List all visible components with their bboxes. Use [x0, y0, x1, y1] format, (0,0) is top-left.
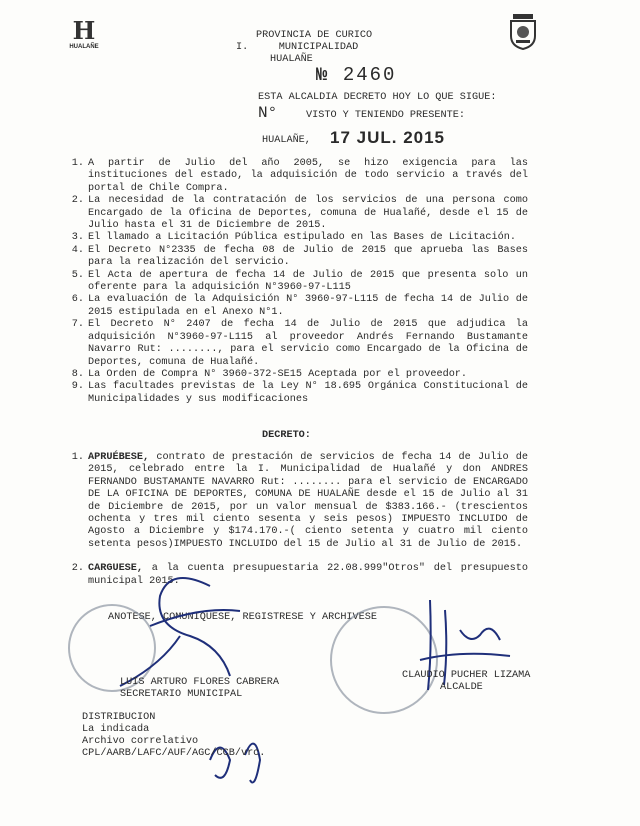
list-item: 3. El llamado a Licitación Pública estipulado en las Bases de Licitación. — [71, 232, 516, 244]
mayor-name: CLAUDIO PUCHER LIZAMA — [402, 670, 531, 681]
list-item: 1. APRUÉBESE, contrato de prestación de servicios de fecha 14 de Julio de 2015, celebrado entre la I. Municipalidad de Hualañé y don ANDRES FERNANDO BUSTAMANTE NAVARRO Rut: ........ para el servicio de ENCARGADO DE LA OFICINA DE DEPORTES, COMUNA DE HUALAÑE desde el 15 de Julio al 31 de Diciembre de 2015, por un valor mensual de $383.166.- (trescientos ochenta y tres mil ciento sesenta y seis pesos) IMPUESTO INCLUIDO de Agosto a Diciembre y $174.170.-( ciento setenta y cuatro mil ciento setenta pesos)IMPUESTO INCLUIDO del 15 de Julio al 31 de Julio de 2015. — [71, 452, 528, 550]
secretary-name: LUIS ARTURO FLORES CABRERA — [120, 677, 279, 688]
number-label: N° — [258, 104, 278, 122]
list-item: 6. La evaluación de la Adquisición N° 3960-97-L115 de fecha 14 de Julio de 2015 estipulada en el Anexo N°1. — [71, 294, 528, 318]
municipal-logo: H HUALAÑE — [69, 16, 99, 50]
list-item: 9. Las facultades previstas de la Ley N° 18.695 Orgánica Constitucional de Municipalidades y sus modificaciones — [71, 381, 528, 405]
decreto-heading: DECRETO: — [262, 430, 311, 441]
list-item: 2. La necesidad de la contratación de los servicios de una persona como Encargado de la Oficina de Deportes, comuna de Hualañé, desde el 15 de Julio hasta el 31 de Diciembre de 2015. — [71, 195, 528, 232]
distribution-line: La indicada — [82, 724, 150, 735]
list-item: 2. CARGUESE, a la cuenta presupuestaria 22.08.999"Otros" del presupuesto municipal 2015. — [71, 563, 528, 587]
secretary-title: SECRETARIO MUNICIPAL — [120, 689, 243, 700]
closing-formula: ANOTESE, COMUNIQUESE, REGISTRESE Y ARCHIVESE — [108, 612, 377, 623]
initials-signature-icon — [200, 730, 280, 800]
list-item: 4. El Decreto N°2335 de fecha 08 de Julio de 2015 que aprueba las Bases para la realización del servicio. — [71, 244, 528, 269]
decree-date: 17 JUL. 2015 — [330, 128, 446, 147]
list-item: 7. El Decreto N° 2407 de fecha 14 de Julio de 2015 que adjudica la adquisición N°3960-97-L115 al proveedor Andrés Fernando Bustamante Navarro Rut: ........, para el servicio como Encargado de la Oficina de Deportes, comuna de Hualañé. — [71, 319, 528, 368]
list-item: 5. El Acta de apertura de fecha 14 de Julio de 2015 que presenta solo un oferente para la adquisición N°3960-97-L115 — [71, 269, 528, 294]
header-municipality: I. MUNICIPALIDAD — [236, 42, 359, 53]
distribution-line: CPL/AARB/LAFC/AUF/AGC/CCB/vrc. — [82, 748, 266, 759]
place-label: HUALAÑE, — [262, 135, 311, 146]
mayor-title: ALCALDE — [440, 682, 483, 693]
decree-number: № 2460 — [316, 64, 397, 86]
considerations-list — [71, 158, 528, 406]
visto-heading: VISTO Y TENIENDO PRESENTE: — [306, 110, 465, 121]
distribution-heading: DISTRIBUCION — [82, 712, 156, 723]
coat-of-arms-icon — [508, 14, 538, 55]
list-item: 1. A partir de Julio del año 2005, se hizo exigencia para las instituciones del estado, la adquisición de todo servicio a través del portal de Chile Compra. — [71, 158, 528, 194]
header-province: PROVINCIA DE CURICO — [256, 30, 373, 41]
distribution-line: Archivo correlativo — [82, 736, 199, 747]
header-commune: HUALAÑE — [270, 54, 313, 65]
list-item: 8. La Orden de Compra N° 3960-372-SE15 Aceptada por el proveedor. — [71, 368, 468, 380]
decree-intro: ESTA ALCALDIA DECRETO HOY LO QUE SIGUE: — [258, 92, 497, 103]
